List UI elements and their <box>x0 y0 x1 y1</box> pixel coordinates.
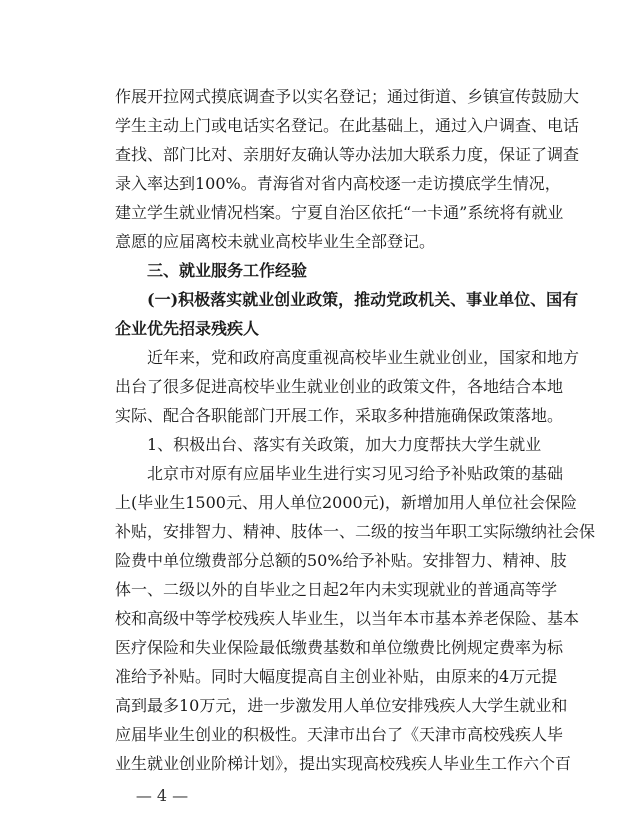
paragraph-line: 险费中单位缴费部分总额的50%给予补贴。安排智力、精神、肢 <box>115 551 567 570</box>
paragraph-line: 查找、部门比对、亲朋好友确认等办法加大联系力度，保证了调查 <box>115 145 580 164</box>
paragraph-line: 北京市对原有应届毕业生进行实习见习给予补贴政策的基础 <box>147 464 564 483</box>
paragraph-line: 学生主动上门或电话实名登记。在此基础上，通过入户调查、电话 <box>115 116 580 135</box>
numbered-heading: 1、积极出台、落实有关政策，加大力度帮扶大学生就业 <box>147 435 542 454</box>
section-heading: 三、就业服务工作经验 <box>147 261 308 280</box>
subheading-line: (一)积极落实就业创业政策，推动党政机关、事业单位、国有 <box>147 290 579 309</box>
page-number: — 4 — <box>135 786 189 805</box>
paragraph-line: 补贴，安排智力、精神、肢体一、二级的按当年职工实际缴纳社会保 <box>115 522 596 541</box>
paragraph-line: 作展开拉网式摸底调查予以实名登记；通过街道、乡镇宣传鼓励大 <box>115 87 580 106</box>
paragraph-line: 高到最多10万元，进一步激发用人单位安排残疾人大学生就业和 <box>115 696 568 715</box>
subheading-line: 企业优先招录残疾人 <box>115 319 260 338</box>
paragraph-line: 出台了很多促进高校毕业生就业创业的政策文件，各地结合本地 <box>115 377 564 396</box>
paragraph-line: 意愿的应届离校未就业高校毕业生全部登记。 <box>115 232 436 251</box>
paragraph-line: 实际、配合各职能部门开展工作，采取多种措施确保政策落地。 <box>115 406 564 425</box>
paragraph-line: 医疗保险和失业保险最低缴费基数和单位缴费比例规定费率为标 <box>115 638 564 657</box>
paragraph-line: 录入率达到100%。青海省对省内高校逐一走访摸底学生情况， <box>115 174 561 193</box>
paragraph-line: 准给予补贴。同时大幅度提高自主创业补贴，由原来的4万元提 <box>115 667 558 686</box>
paragraph-line: 业生就业创业阶梯计划》，提出实现高校残疾人毕业生工作六个百 <box>115 754 572 773</box>
paragraph-line: 体一、二级以外的自毕业之日起2年内未实现就业的普通高等学 <box>115 580 558 599</box>
paragraph-line: 建立学生就业情况档案。宁夏自治区依托“一卡通”系统将有就业 <box>115 203 564 222</box>
paragraph-line: 上(毕业生1500元、用人单位2000元)，新增加用人单位社会保险 <box>115 493 577 512</box>
paragraph-line: 近年来，党和政府高度重视高校毕业生就业创业，国家和地方 <box>147 348 580 367</box>
paragraph-line: 校和高级中等学校残疾人毕业生，以当年本市基本养老保险、基本 <box>115 609 580 628</box>
paragraph-line: 应届毕业生创业的积极性。天津市出台了《天津市高校残疾人毕 <box>115 725 564 744</box>
